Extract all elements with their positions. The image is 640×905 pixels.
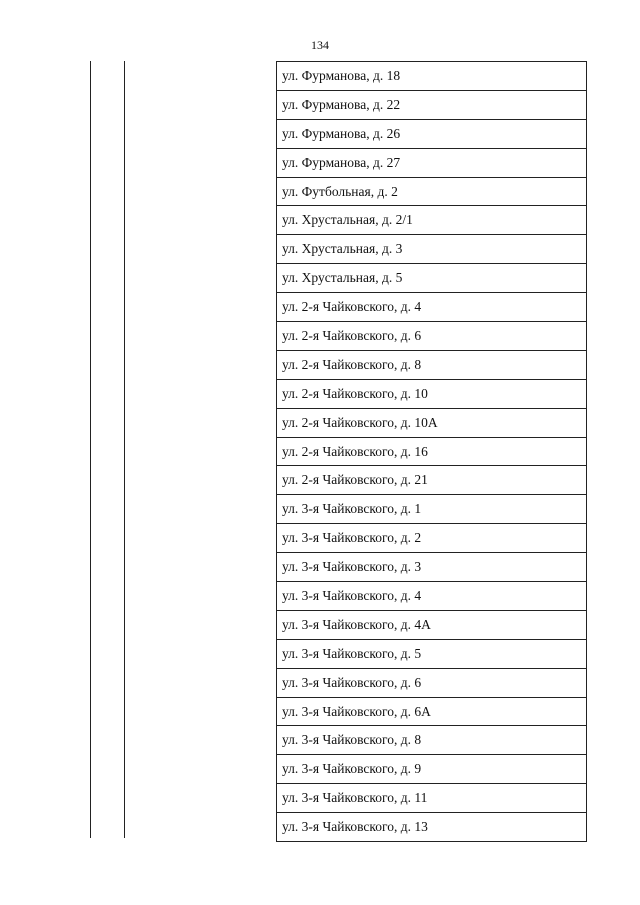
address-cell: ул. Фурманова, д. 22	[277, 90, 587, 119]
table-row	[277, 408, 587, 437]
address-table-body	[277, 62, 587, 842]
table-row	[277, 264, 587, 293]
address-cell: ул. Хрустальная, д. 5	[277, 264, 587, 293]
address-cell: ул. 2-я Чайковского, д. 6	[277, 322, 587, 351]
table-column-border-2	[124, 61, 125, 838]
table-row	[277, 610, 587, 639]
address-cell: ул. Хрустальная, д. 3	[277, 235, 587, 264]
table-row	[277, 466, 587, 495]
address-cell: ул. 3-я Чайковского, д. 8	[277, 726, 587, 755]
table-row	[277, 784, 587, 813]
address-cell: ул. 3-я Чайковского, д. 11	[277, 784, 587, 813]
table-row	[277, 206, 587, 235]
table-row	[277, 639, 587, 668]
page-number: 134	[311, 38, 329, 52]
table-row	[277, 148, 587, 177]
table-row	[277, 293, 587, 322]
address-cell: ул. 3-я Чайковского, д. 2	[277, 524, 587, 553]
table-row	[277, 322, 587, 351]
table-row	[277, 668, 587, 697]
table-row	[277, 553, 587, 582]
table-row	[277, 755, 587, 784]
address-cell: ул. 3-я Чайковского, д. 4А	[277, 610, 587, 639]
table-row	[277, 495, 587, 524]
address-cell: ул. 3-я Чайковского, д. 6А	[277, 697, 587, 726]
address-cell: ул. Хрустальная, д. 2/1	[277, 206, 587, 235]
table-row	[277, 437, 587, 466]
address-cell: ул. 3-я Чайковского, д. 13	[277, 813, 587, 842]
table-row	[277, 697, 587, 726]
address-cell: ул. 3-я Чайковского, д. 6	[277, 668, 587, 697]
table-row	[277, 813, 587, 842]
address-cell: ул. Футбольная, д. 2	[277, 177, 587, 206]
address-cell: ул. 3-я Чайковского, д. 4	[277, 582, 587, 611]
table-row	[277, 235, 587, 264]
address-cell: ул. 2-я Чайковского, д. 8	[277, 350, 587, 379]
address-cell: ул. Фурманова, д. 27	[277, 148, 587, 177]
table-row	[277, 90, 587, 119]
table-row	[277, 582, 587, 611]
address-cell: ул. 3-я Чайковского, д. 9	[277, 755, 587, 784]
table-row	[277, 524, 587, 553]
table-column-border-1	[90, 61, 91, 838]
address-cell: ул. Фурманова, д. 26	[277, 119, 587, 148]
address-cell: ул. 3-я Чайковского, д. 5	[277, 639, 587, 668]
table-row	[277, 726, 587, 755]
address-cell: ул. Фурманова, д. 18	[277, 62, 587, 91]
address-cell: ул. 2-я Чайковского, д. 10А	[277, 408, 587, 437]
table-row	[277, 62, 587, 91]
address-cell: ул. 2-я Чайковского, д. 21	[277, 466, 587, 495]
address-cell: ул. 2-я Чайковского, д. 16	[277, 437, 587, 466]
table-row	[277, 177, 587, 206]
address-cell: ул. 2-я Чайковского, д. 4	[277, 293, 587, 322]
address-table	[276, 61, 587, 842]
address-cell: ул. 2-я Чайковского, д. 10	[277, 379, 587, 408]
table-row	[277, 119, 587, 148]
table-row	[277, 350, 587, 379]
address-cell: ул. 3-я Чайковского, д. 3	[277, 553, 587, 582]
address-cell: ул. 3-я Чайковского, д. 1	[277, 495, 587, 524]
table-row	[277, 379, 587, 408]
